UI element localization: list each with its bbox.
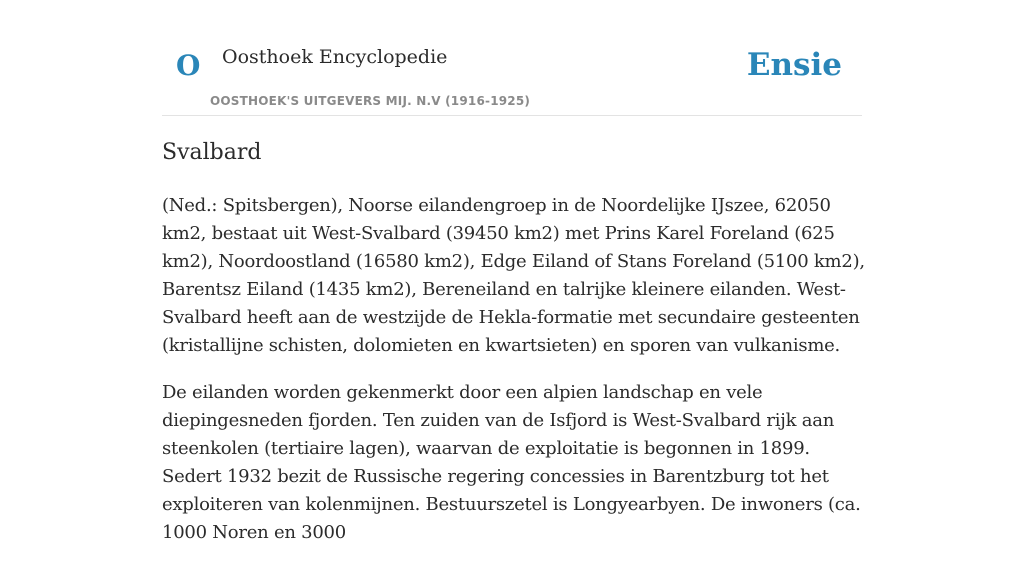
article-title: Svalbard <box>162 140 262 165</box>
header <box>162 0 862 116</box>
publisher-label: OOSTHOEK'S UITGEVERS MIJ. N.V (1916-1925) <box>210 94 531 108</box>
publication-logo-icon[interactable]: O <box>176 49 201 82</box>
article-paragraph: De eilanden worden gekenmerkt door een alpien landschap en vele diepingesneden fjorden. Ten zuiden van de Isfjord is West-Svalbard rijk aan steenkolen (tertiaire lagen), waarvan de exploitatie is begonnen in 1899. Sedert 1932 bezit de Russische regering concessies in Barentzburg tot het exploiteren van kolenmijnen. Bestuurszetel is Longyearbyen. De inwoners (ca. 1000 Noren en 3000 <box>162 382 861 543</box>
publication-title[interactable]: Oosthoek Encyclopedie <box>222 46 448 68</box>
article-body <box>162 192 867 566</box>
site-logo-link[interactable]: Ensie <box>746 47 842 83</box>
article-paragraph: (Ned.: Spitsbergen), Noorse eilandengroep in de Noordelijke IJszee, 62050 km2, bestaat uit West-Svalbard (39450 km2) met Prins Karel Foreland (625 km2), Noordoostland (16580 km2), Edge Eiland of Stans Foreland (5100 km2), Barentsz Eiland (1435 km2), Bereneiland en talrijke kleinere eilanden. West-Svalbard heeft aan de westzijde de Hekla-formatie met secundaire gesteenten (kristallijne schisten, dolomieten en kwartsieten) en sporen van vulkanisme. <box>162 195 865 356</box>
page <box>162 0 865 543</box>
